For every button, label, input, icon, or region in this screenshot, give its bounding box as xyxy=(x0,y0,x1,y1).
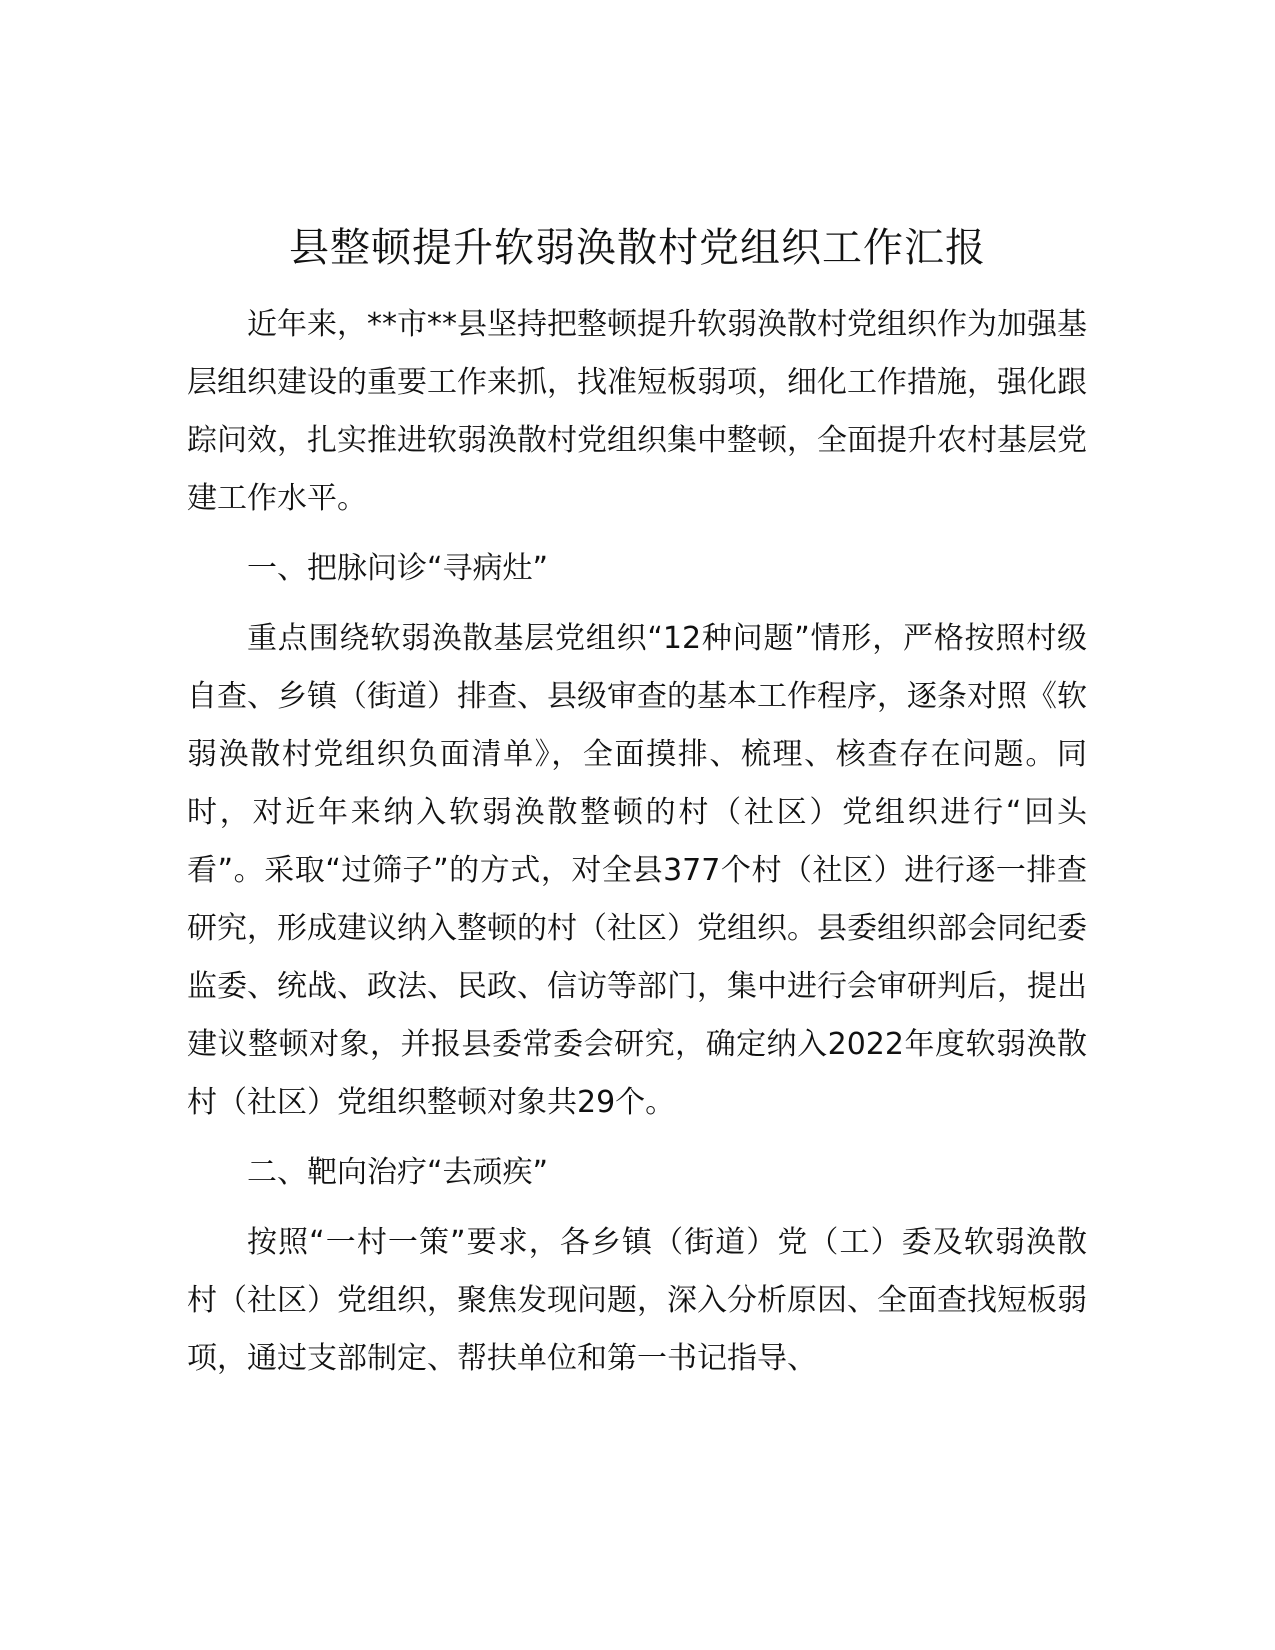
document-title: 县整顿提升软弱涣散村党组织工作汇报 xyxy=(289,225,986,271)
section-1-paragraph: 重点围绕软弱涣散基层党组织“12种问题”情形，严格按照村级自查、乡镇（街道）排查、县级审查的基本工作程序，逐条对照《软弱涣散村党组织负面清单》，全面摸排、梳理、核查存在问题。同时，对近年来纳入软弱涣散整顿的村（社区）党组织进行“回头看”。采取“过筛子”的方式，对全县377个村（社区）进行逐一排查研究，形成建议纳入整顿的村（社区）党组织。县委组织部会同纪委监委、统战、政法、民政、信访等部门，集中进行会审研判后，提出建议整顿对象，并报县委常委会研究，确定纳入2022年度软弱涣散村（社区）党组织整顿对象共29个。 xyxy=(187,621,1087,1120)
document-body xyxy=(187,296,1087,1400)
section-heading-1: 一、把脉问诊“寻病灶” xyxy=(247,551,549,586)
section-2-paragraph: 按照“一村一策”要求，各乡镇（街道）党（工）委及软弱涣散村（社区）党组织，聚焦发现问题，深入分析原因、全面查找短板弱项，通过支部制定、帮扶单位和第一书记指导、 xyxy=(187,1225,1087,1376)
section-heading-2: 二、靶向治疗“去顽疾” xyxy=(247,1155,549,1190)
intro-paragraph: 近年来，**市**县坚持把整顿提升软弱涣散村党组织作为加强基层组织建设的重要工作来抓，找准短板弱项，细化工作措施，强化跟踪问效，扎实推进软弱涣散村党组织集中整顿，全面提升农村基层党建工作水平。 xyxy=(187,307,1087,516)
